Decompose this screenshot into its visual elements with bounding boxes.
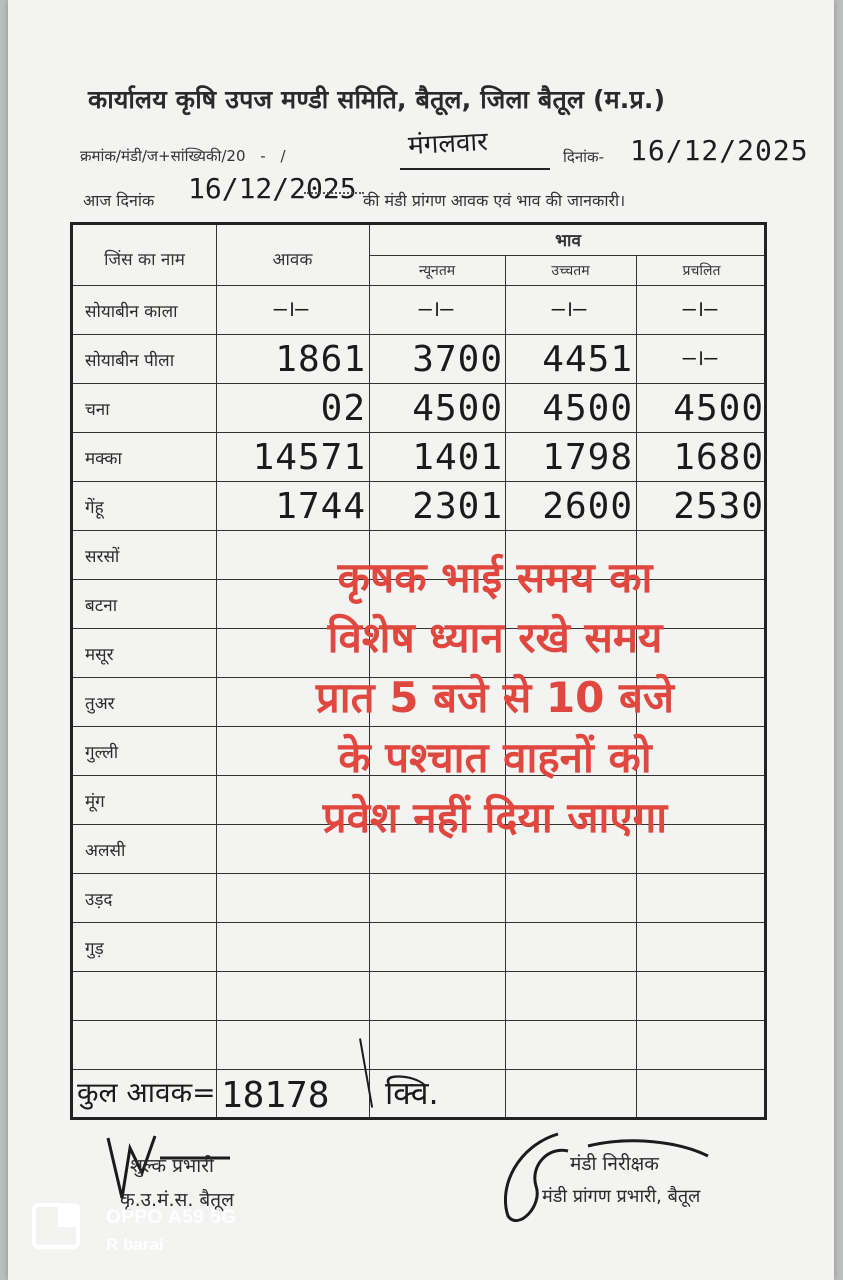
commodity-name: तुअर <box>85 694 115 714</box>
header-modal: प्रचलित <box>682 263 721 279</box>
row-divider <box>73 383 764 384</box>
today-label: आज दिनांक <box>83 191 155 210</box>
handwritten-stroke <box>359 1036 385 1107</box>
reference-number <box>80 146 286 166</box>
row-divider <box>73 334 764 335</box>
cell-modal: —।— <box>682 297 718 322</box>
watermark-device: OPPO A59 5G <box>106 1207 237 1228</box>
header-price: भाव <box>555 231 581 251</box>
commodity-name: मूंग <box>85 792 105 812</box>
row-divider <box>73 432 764 433</box>
cell-arrival: 02 <box>320 388 366 429</box>
notice-line: के पश्चात वाहनों को <box>338 733 652 782</box>
notice-line: कृषक भाई समय का <box>337 553 653 602</box>
header-arrival: आवक <box>272 250 313 270</box>
handwritten-today-date: 16/12/2025 <box>188 172 357 205</box>
cell-max: 1798 <box>542 437 633 478</box>
notice-line: प्रात 5 बजे से 10 बजे <box>315 673 675 722</box>
commodity-name: गेंहू <box>85 498 104 518</box>
commodity-name: चना <box>85 400 110 420</box>
cell-arrival: 1861 <box>275 339 366 380</box>
cell-max: 4451 <box>542 339 633 380</box>
cell-min: 2301 <box>412 486 503 527</box>
commodity-name: बटना <box>85 596 118 616</box>
header-divider <box>73 285 764 286</box>
row-divider <box>73 481 764 482</box>
commodity-name: उड़द <box>85 890 113 910</box>
handwritten-date: 16/12/2025 <box>630 134 809 167</box>
cell-modal: —।— <box>682 346 718 371</box>
office-title: कार्यालय कृषि उपज मण्डी समिति, बैतूल, जिला बैतूल (म.प्र.) <box>88 85 666 114</box>
row-divider <box>73 873 764 874</box>
cell-min: —।— <box>418 297 454 322</box>
cell-min: 3700 <box>412 339 503 380</box>
commodity-name: मक्का <box>85 449 122 469</box>
commodity-name: सोयाबीन पीला <box>85 351 175 371</box>
reference-slash: / <box>280 147 286 165</box>
notice-sheet <box>8 0 834 1280</box>
watermark-author: R barai <box>106 1235 164 1254</box>
left-signatory-title: शुल्क प्रभारी <box>130 1155 214 1177</box>
cell-modal: 4500 <box>673 388 764 429</box>
commodity-name: गुल्ली <box>85 743 119 763</box>
commodity-name: गुड़ <box>85 939 104 959</box>
reference-separator: - <box>260 147 266 165</box>
right-signatory-title: मंडी निरीक्षक <box>570 1153 659 1175</box>
cell-max: 4500 <box>542 388 633 429</box>
right-signature <box>488 1126 738 1236</box>
camera-logo-icon <box>32 1203 80 1249</box>
notice-line: विशेष ध्यान रखे समय <box>327 613 663 662</box>
header-min: न्यूनतम <box>418 263 456 279</box>
farmer-notice <box>240 548 750 848</box>
header-divider <box>369 255 764 256</box>
today-description: की मंडी प्रांगण आवक एवं भाव की जानकारी। <box>363 191 626 210</box>
right-signatory-office: मंडी प्रांगण प्रभारी, बैतूल <box>542 1186 701 1207</box>
commodity-name: सरसों <box>85 547 120 567</box>
row-divider <box>73 922 764 923</box>
header-commodity: जिंस का नाम <box>104 250 185 270</box>
cell-max: 2600 <box>542 486 633 527</box>
cell-arrival: 1744 <box>275 486 366 527</box>
dotted-fill-line <box>304 192 364 194</box>
row-divider <box>73 1020 764 1021</box>
total-arrival-unit: क्वि. <box>385 1074 439 1112</box>
cell-min: 1401 <box>412 437 503 478</box>
left-signatory-office: कृ.उ.मं.स. बैतूल <box>120 1189 234 1211</box>
row-divider <box>73 530 764 531</box>
cell-arrival: 14571 <box>252 437 366 478</box>
total-arrival-value: 18178 <box>221 1075 330 1116</box>
reference-label: क्रमांक/मंडी/ज+सांख्यिकी/20 <box>80 147 246 165</box>
handwritten-weekday: मंगलवार <box>407 126 489 162</box>
cell-modal: 1680 <box>673 437 764 478</box>
date-label: दिनांक- <box>563 148 604 166</box>
total-arrival-label: कुल आवक= <box>77 1076 216 1109</box>
cell-arrival: —।— <box>273 297 309 322</box>
commodity-name: सोयाबीन काला <box>85 302 178 322</box>
header-max: उच्चतम <box>551 263 590 279</box>
cell-modal: 2530 <box>673 486 764 527</box>
notice-line: प्रवेश नहीं दिया जाएगा <box>322 793 668 842</box>
cell-min: 4500 <box>412 388 503 429</box>
row-divider <box>73 1069 764 1070</box>
row-divider <box>73 971 764 972</box>
cell-max: —।— <box>551 297 587 322</box>
weekday-underline <box>400 168 550 170</box>
commodity-name: मसूर <box>85 645 114 665</box>
commodity-name: अलसी <box>85 841 126 861</box>
